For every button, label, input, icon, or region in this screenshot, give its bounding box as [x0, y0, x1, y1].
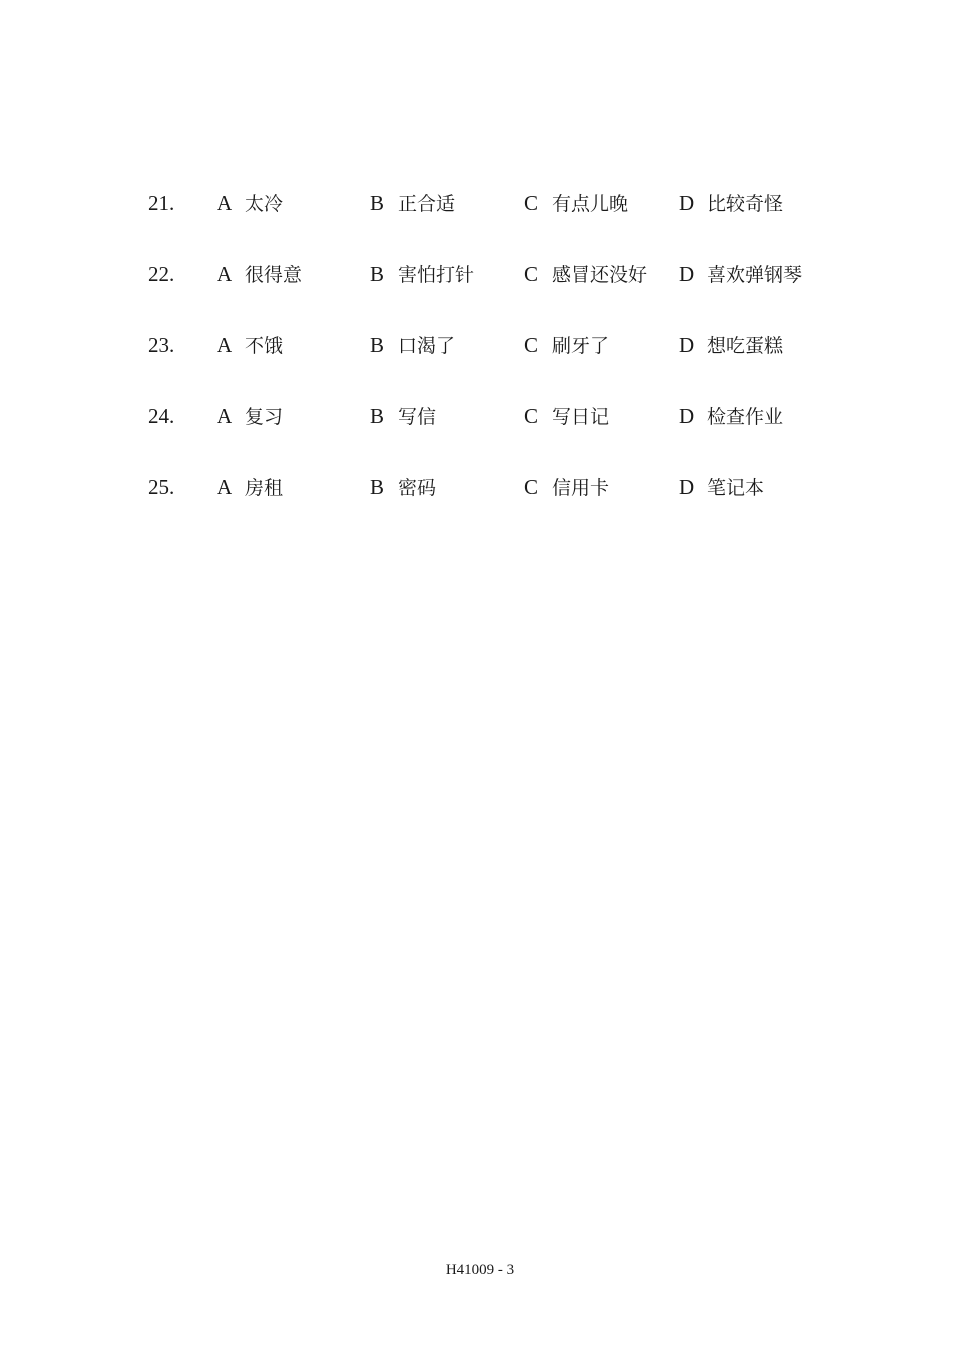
- option-letter: C: [524, 404, 539, 428]
- option-c: [524, 467, 609, 507]
- option-b: [370, 254, 474, 294]
- option-b: [370, 396, 436, 436]
- option-letter: C: [524, 191, 539, 215]
- option-text: 检查作业: [707, 406, 784, 428]
- option-text: 房租: [245, 477, 284, 499]
- page-number-label: H41009 - 3: [445, 1262, 515, 1278]
- option-text: 笔记本: [707, 477, 765, 499]
- option-text: 有点儿晚: [552, 193, 629, 215]
- option-c: [524, 183, 628, 223]
- option-a: [217, 467, 283, 507]
- option-letter: D: [679, 475, 695, 499]
- option-text: 喜欢弹钢琴: [707, 264, 803, 286]
- option-text: 复习: [245, 406, 284, 428]
- question-number: 23.: [148, 333, 175, 357]
- option-b: [370, 467, 436, 507]
- option-text: 比较奇怪: [707, 193, 784, 215]
- option-a: [217, 183, 283, 223]
- option-letter: C: [524, 262, 539, 286]
- option-letter: B: [370, 191, 385, 215]
- page-footer: [0, 1258, 960, 1282]
- option-b: [370, 325, 455, 365]
- option-letter: B: [370, 475, 385, 499]
- question-number: 24.: [148, 404, 175, 428]
- question-number: 22.: [148, 262, 175, 286]
- option-letter: C: [524, 333, 539, 357]
- option-letter: D: [679, 191, 695, 215]
- option-text: 想吃蛋糕: [707, 335, 784, 357]
- option-text: 写信: [398, 406, 437, 428]
- question-23: [0, 325, 960, 365]
- question-22: [0, 254, 960, 294]
- option-text: 感冒还没好: [552, 264, 648, 286]
- question-number: 25.: [148, 475, 175, 499]
- option-text: 口渴了: [398, 335, 456, 357]
- question-21: [0, 183, 960, 223]
- option-letter: D: [679, 404, 695, 428]
- option-a: [217, 325, 283, 365]
- option-text: 不饿: [245, 335, 284, 357]
- option-letter: A: [217, 333, 233, 357]
- question-24: [0, 396, 960, 436]
- option-text: 很得意: [245, 264, 303, 286]
- option-b: [370, 183, 455, 223]
- option-text: 刷牙了: [552, 335, 610, 357]
- option-letter: A: [217, 262, 233, 286]
- option-d: [679, 254, 802, 294]
- option-letter: C: [524, 475, 539, 499]
- option-letter: D: [679, 262, 695, 286]
- option-text: 害怕打针: [398, 264, 475, 286]
- option-a: [217, 396, 283, 436]
- option-text: 正合适: [398, 193, 456, 215]
- option-letter: A: [217, 475, 233, 499]
- question-number: 21.: [148, 191, 175, 215]
- option-d: [679, 325, 783, 365]
- option-d: [679, 467, 764, 507]
- option-text: 写日记: [552, 406, 610, 428]
- option-text: 密码: [398, 477, 437, 499]
- option-d: [679, 183, 783, 223]
- option-c: [524, 254, 647, 294]
- option-c: [524, 396, 609, 436]
- option-letter: B: [370, 333, 385, 357]
- option-d: [679, 396, 783, 436]
- option-text: 信用卡: [552, 477, 610, 499]
- option-a: [217, 254, 302, 294]
- option-letter: A: [217, 191, 233, 215]
- option-c: [524, 325, 609, 365]
- option-letter: B: [370, 262, 385, 286]
- option-letter: D: [679, 333, 695, 357]
- option-letter: A: [217, 404, 233, 428]
- option-letter: B: [370, 404, 385, 428]
- option-text: 太冷: [245, 193, 284, 215]
- question-25: [0, 467, 960, 507]
